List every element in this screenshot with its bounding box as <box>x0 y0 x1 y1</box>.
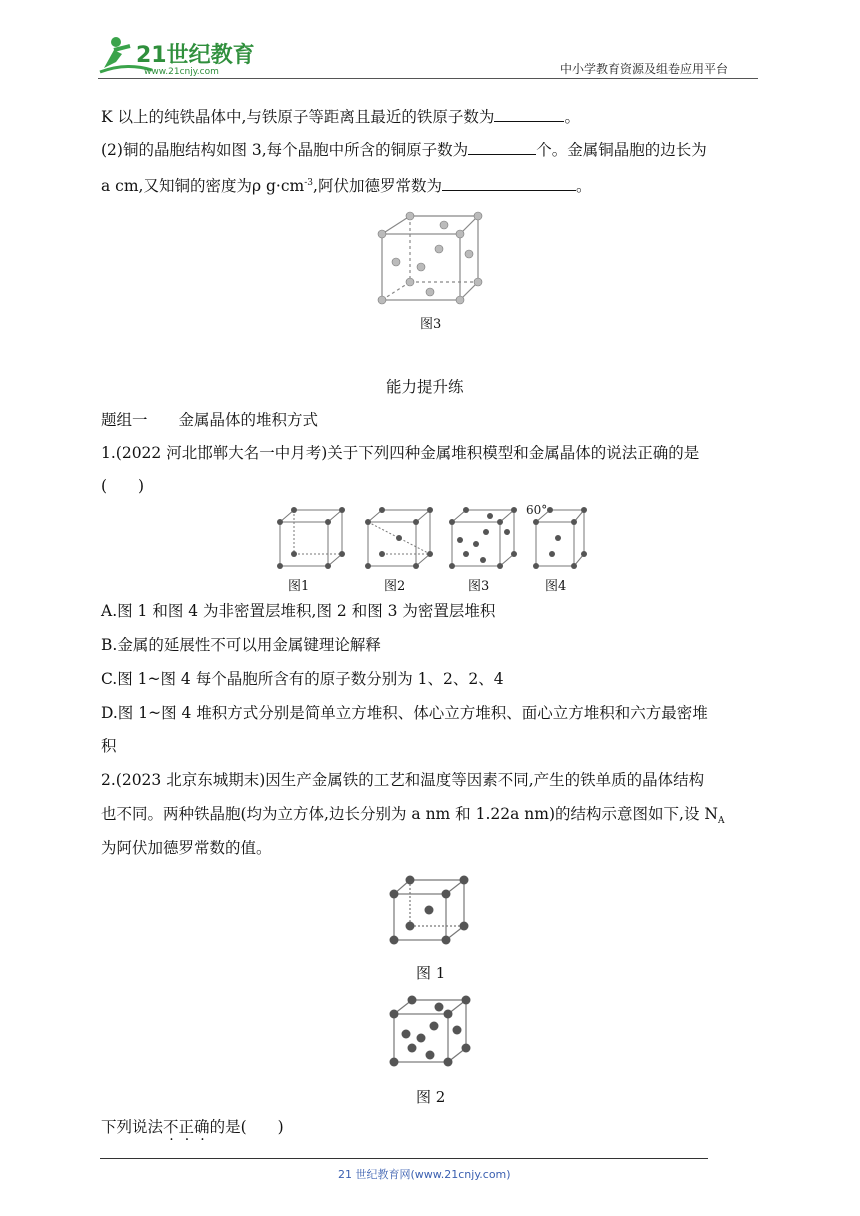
answer-blank <box>494 107 564 122</box>
option-a: A.图 1 和图 4 为非密置层堆积,图 2 和图 3 为密置层堆积 <box>101 602 496 620</box>
logo-url: www.21cnjy.com <box>144 67 219 77</box>
site-logo <box>96 32 266 82</box>
figure-caption-4: 图4 <box>545 579 567 594</box>
angle-label: 60° <box>526 503 548 517</box>
figure-caption-1: 图1 <box>288 579 310 594</box>
text-line-3: a cm,又知铜的密度为ρ $g\cdot cm^{-3}$,阿伏加德罗常数为 。 <box>101 177 592 196</box>
answer-blank <box>468 140 536 155</box>
figure-3-caption: 图3 <box>420 317 442 332</box>
question-2-line-2: 也不同。两种铁晶胞(均为立方体,边长分别为 a nm 和 1.22a nm)的结构示意图如下,设 $N_A$ <box>101 805 725 827</box>
iron-figure-1-caption: 图 1 <box>416 964 446 982</box>
question-2-prompt: 下列说法不正确的是( ) <box>101 1118 284 1136</box>
header-platform-text: 中小学教育资源及组卷应用平台 <box>560 62 729 76</box>
section-title: 能力提升练 <box>386 378 464 396</box>
question-1-bracket: ( ) <box>101 477 145 495</box>
figure-3-fcc-cell <box>372 208 492 322</box>
iron-cell-figure-1 <box>386 872 476 951</box>
text-line-2: (2)铜的晶胞结构如图 3,每个晶胞中所含的铜原子数为 个。金属铜晶胞的边长为 <box>101 141 707 159</box>
header-divider <box>98 78 758 79</box>
question-2-line-3: 为阿伏加德罗常数的值。 <box>101 839 272 857</box>
option-c: C.图 1~图 4 每个晶胞所含有的原子数分别为 1、2、2、4 <box>101 670 504 688</box>
iron-figure-2-caption: 图 2 <box>416 1088 446 1106</box>
footer-divider <box>100 1158 708 1159</box>
logo-text: 21世纪教育 <box>136 43 255 68</box>
option-b: B.金属的延展性不可以用金属键理论解释 <box>101 636 381 654</box>
answer-blank <box>442 176 576 191</box>
footer-link[interactable]: 21 世纪教育网(www.21cnjy.com) <box>338 1168 511 1181</box>
figure-set-stacking-models <box>272 502 592 580</box>
figure-caption-3: 图3 <box>468 579 490 594</box>
option-d-line-1: D.图 1~图 4 堆积方式分别是简单立方堆积、体心立方堆积、面心立方堆积和六方最密堆 <box>101 704 708 722</box>
text-line-1: K 以上的纯铁晶体中,与铁原子等距离且最近的铁原子数为 。 <box>101 108 580 126</box>
option-d-line-2: 积 <box>101 737 117 755</box>
iron-cell-figure-2 <box>386 992 476 1076</box>
group-title: 题组一 金属晶体的堆积方式 <box>101 411 319 429</box>
question-2-line-1: 2.(2023 北京东城期末)因生产金属铁的工艺和温度等因素不同,产生的铁单质的晶体结构 <box>101 771 705 789</box>
figure-caption-2: 图2 <box>384 579 406 594</box>
question-1-stem: 1.(2022 河北邯郸大名一中月考)关于下列四种金属堆积模型和金属晶体的说法正确的是 <box>101 444 700 462</box>
